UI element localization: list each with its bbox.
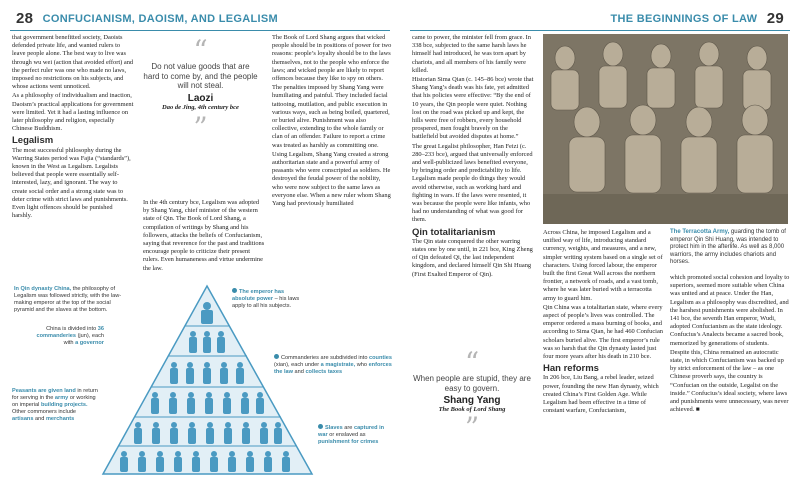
slaves-text: are — [344, 425, 353, 431]
col5-paragraph: Across China, he imposed Legalism and a unified way of life, introducing standard currency, weights, and measures, and a new, simpler writing system based on a single set of characters. Using forced labour, the emperor built the first Great Wall across the northern frontier, a network of roads, and a vast tomb, where he was later buried with a terracotta army to guard him. — [543, 229, 663, 302]
column-4 — [412, 34, 534, 280]
han-heading: Han reforms — [543, 363, 599, 375]
pyramid-intro-bold: In Qin dynasty China, — [14, 286, 72, 292]
right-running-title: THE BEGINNINGS OF LAW — [610, 13, 758, 25]
terracotta-photo-illustration — [543, 34, 788, 224]
left-header-rule — [10, 30, 390, 31]
peasants-bold: artisans — [12, 416, 34, 422]
pyramid-figures-icon — [100, 284, 315, 476]
quote-text: Do not value goods that are hard to come by, and the people will not steal. — [143, 62, 258, 91]
slaves-bold: Slaves — [325, 425, 343, 431]
left-running-title: CONFUCIANISM, DAOISM, AND LEGALISM — [42, 13, 278, 25]
counties-text: (xian), each under — [274, 362, 320, 368]
qin-heading: Qin totalitarianism — [412, 226, 496, 238]
peasants-text: or working on imperial — [12, 395, 96, 408]
col4-paragraph: The Qin state conquered the other warring states one by one until, in 221 bce, King Zheng of Qin defeated Qi, the last independent kingdom, and declared himself Qin Shi Huang (First Exalted Emperor of Qin). — [412, 237, 533, 278]
quote-open-icon: “ — [464, 346, 480, 379]
left-page-header — [10, 10, 278, 30]
counties-bold: enforces the law — [274, 362, 392, 375]
laozi-quote — [143, 34, 258, 144]
column-2 — [143, 199, 265, 274]
emperor-text: – his laws apply to all his subjects. — [232, 296, 300, 309]
counties-bold: a magistrate, — [320, 362, 356, 368]
quote-close-icon: ” — [464, 411, 480, 445]
col3-paragraph: The penalties imposed by Shang Yang were humiliating and painful. They included facial tattooing, mutilation, and public execution in various ways, such as being boiled, quartered, or buried alive. Punishment was also collective, extending to the whole family or clan of an offender. Failure to report a crime was treated as harshly as committing one. — [272, 84, 390, 149]
right-header-rule — [410, 30, 790, 31]
slaves-label — [318, 424, 390, 446]
peasants-text: and — [35, 416, 45, 422]
col1-paragraph: that government benefitted society, Daoists defended private life, and wanted rulers to leave people alone. The best way to live was through wu wei (action that avoided effort) and the perfect ruler was one who made no laws, imposed no restrictions on his subjects, and whose actions went unnoticed. — [12, 34, 134, 91]
commanderies-label — [26, 326, 104, 347]
pyramid-intro-text: the philosophy of Legalism was followed strictly, with the law-making emperor at the top of the social pyramid and the slaves at the bottom. — [14, 286, 122, 313]
peasants-text: Other commoners include — [12, 409, 77, 415]
col6-paragraph: Despite this, China remained an autocratic state, in which Confucianism was backed up by strict enforcement of the law – as one Chinese proverb says, the country is “Confucian on the outside, Legalist on the inside.” Confucius’s ideal society, where laws and punishments were unnecessary, was never achieved. ■ — [670, 348, 789, 414]
col2-paragraph: In the 4th century bce, Legalism was adopted by Shang Yang, chief minister of the western state of Qin. The Book of Lord Shang, a compilation of writings by Shang and his followers, attacks the beliefs of Confucianism, saying that reverence for the past and traditions encourage people to criticize their present rulers. Even humaneness and virtue undermine the law. — [143, 199, 265, 272]
column-5 — [543, 229, 663, 416]
emperor-bold: The emperor has absolute power — [232, 289, 285, 302]
counties-text: Commanderies are subdivided into — [281, 355, 368, 361]
china-text: (jun), each with — [63, 333, 104, 346]
photo-caption — [670, 229, 788, 267]
counties-bold: collects taxes — [305, 369, 343, 375]
legalism-heading: Legalism — [12, 135, 54, 147]
china-text: China is divided into — [46, 326, 97, 332]
counties-label — [274, 354, 398, 376]
peasants-bold: merchants — [45, 416, 75, 422]
dot-marker-icon — [232, 288, 237, 293]
quote-close-icon: ” — [193, 110, 208, 144]
peasants-text: in return for serving in the — [12, 388, 98, 401]
col1-paragraph: As a philosophy of individualism and inaction, Daoism’s practical applications for government were limited. Yet it had a lasting influence on later philosophy and religion, especially Chinese Buddhism. — [12, 92, 134, 133]
china-bold: a governor — [75, 340, 104, 346]
col5-paragraph: In 206 bce, Liu Bang, a rebel leader, seized power, founding the new Han dynasty, which created China’s First Golden Age. While Legalism had been effective in a time of constant warfare, Confucianism, — [543, 374, 659, 415]
col1-paragraph: The most successful philosophy during the Warring States period was Fajia (“standards”), known in the West as Legalism. Legalists believed that people were essentially self-interested, lazy, and ignorant. The way to create social order and a strong state was to deter crime with strict laws and punishments. Even light offences should be punished harshly. — [12, 146, 131, 220]
peasants-bold: army — [54, 395, 69, 401]
right-page-number: 29 — [766, 10, 784, 27]
china-bold: 36 commanderies — [36, 326, 104, 339]
slaves-bold: captured in war — [318, 425, 385, 438]
quote-source: Dao de Jing, 4th century bce — [162, 103, 239, 111]
peasants-bold: building projects. — [40, 402, 88, 408]
counties-text: who — [356, 362, 367, 368]
terracotta-army-photo — [543, 34, 788, 224]
column-3 — [272, 34, 392, 209]
left-page-number: 28 — [16, 10, 34, 27]
col3-paragraph: Using Legalism, Shang Yang created a strong authoritarian state and a powerful army of peasants who were conscripted as soldiers. He destroyed the feudal power of the nobility, who were now subject to the same laws as everyone else. When a new ruler whom Shang Yang had previously humiliated — [272, 150, 391, 208]
quote-author: Laozi — [187, 92, 214, 104]
peasants-bold: Peasants are given land — [12, 388, 76, 394]
slaves-bold: punishment for crimes — [318, 439, 379, 445]
column-1 — [12, 34, 134, 221]
caption-text: guarding the tomb of emperor Qin Shi Huang, was intended to protect him in the afterlife. As well as 8,000 warriors, the army includes chariots and horses. — [670, 229, 786, 265]
column-6 — [670, 274, 790, 415]
shang-yang-quote — [412, 346, 532, 445]
slaves-text: or enslaved as — [329, 432, 366, 438]
quote-text: When people are stupid, they are easy to govern. — [413, 374, 531, 393]
emperor-label — [232, 288, 300, 310]
right-page-header — [610, 10, 790, 30]
col3-paragraph: The Book of Lord Shang argues that wicked people should be in positions of power for two reasons: people’s loyalty should be to the laws themselves, not to the people who enforce the laws; and wicked people are likely to report offences because they like to spy on others. — [272, 34, 392, 83]
col5-paragraph: Qin China was a totalitarian state, where every aspect of people’s lives was controlled. The emperor ordered a mass burning of books, and according to Sima Qian, he had 460 Confucian scholars buried alive. The first emperor’s rule was so harsh that the Qin dynasty lasted just four more years after his death in 210 bce. — [543, 303, 663, 361]
quote-open-icon: “ — [193, 34, 208, 67]
col4-paragraph: The great Legalist philosopher, Han Feizi (c. 280–233 bce), argued that universally enforced and well-publicized laws benefited everyone, by bringing order and predictability to life. Legalism made people do things they would avoid otherwise, such as working hard and fighting in wars. If the laws were resented, it was because the people were like infants, who had no understanding of what was good for them. — [412, 142, 533, 224]
caption-bold: The Terracotta Army, — [670, 229, 730, 235]
counties-bold: counties — [369, 355, 393, 361]
col6-paragraph: which promoted social cohesion and loyalty to superiors, seemed more suitable when China was united and at peace. Under the Han, Legalism as a philosophy was discredited, and the harshest punishments were abolished. In 141 bce, the seventh Han emperor, Wudi, adopted Confucianism as the state ideology. Confucius’s Analects became a sacred book, memorized by generations of students. — [670, 274, 790, 347]
quote-source: The Book of Lord Shang — [438, 406, 506, 414]
col4-paragraph: Historian Sima Qian (c. 145–86 bce) wrote that Shang Yang’s death was his fate, yet admitted that his policies were effective: “By the end of 10 years, the Qin people were quiet. Nothing lost on the road was picked up and kept, the hills were free of robbers, every household prospered, men fought bravely on the battlefield but avoided disputes at home.” — [412, 76, 534, 141]
quote-author: Shang Yang — [443, 395, 501, 407]
dot-marker-icon — [318, 424, 323, 429]
dot-marker-icon — [274, 354, 279, 359]
peasants-label — [12, 388, 98, 423]
col4-paragraph: came to power, the minister fell from grace. In 338 bce, subjected to the same harsh laws he himself had introduced, he was torn apart by chariots, and all members of his family were killed. — [412, 34, 531, 74]
counties-text: and — [294, 369, 304, 375]
